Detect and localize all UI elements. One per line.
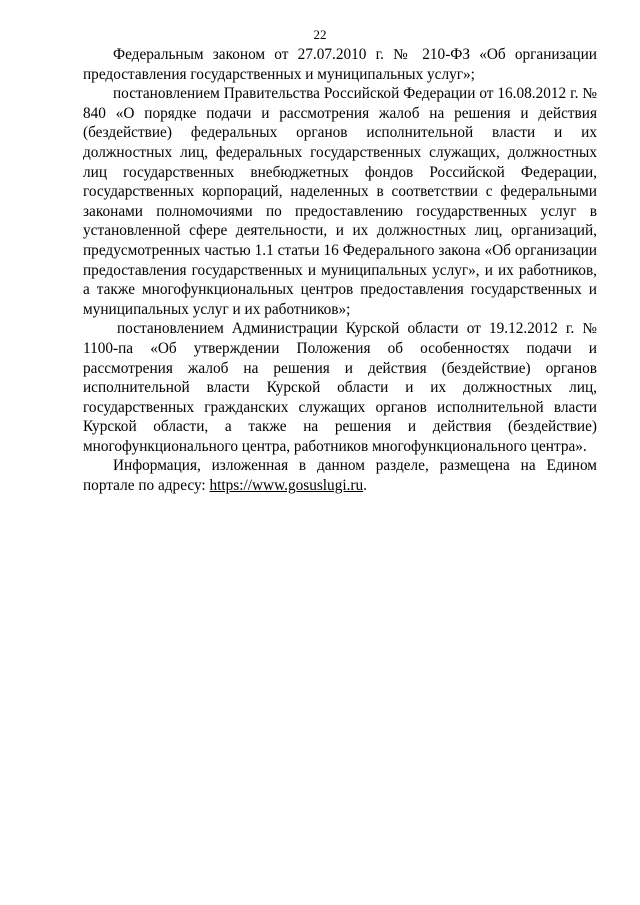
paragraph-government-decree: постановлением Правительства Российской Федерации от 16.08.2012 г. № 840 «О порядке подачи и рассмотрения жалоб на решения и действия (бездействие) федеральных органов исполнительной власти и их должностных лиц, федеральных государственных служащих, должностных лиц государственных внебюджетных фондов Российской Федерации, государственных корпораций, наделенных в соответствии с федеральными законами полномочиями по предоставлению государственных услуг в установленной сфере деятельности, и их должностных лиц, организаций, предусмотренных частью 1.1 статьи 16 Федерального закона «Об организации предоставления государственных и муниципальных услуг», и их работников, а также многофункциональных центров предоставления государственных и муниципальных услуг и их работников»; [83,85,597,318]
portal-info-text: Информация, изложенная в данном разделе, размещена на Едином портале по адресу: [83,457,597,495]
gosuslugi-link[interactable]: https://www.gosuslugi.ru [209,477,364,495]
portal-info-period: . [363,477,367,495]
paragraph-federal-law: Федеральным законом от 27.07.2010 г. № 210-ФЗ «Об организации предоставления государственных и муниципальных услуг»; [83,46,597,83]
page-number: 22 [313,27,327,42]
paragraph-portal-info [83,456,597,495]
document-body [83,45,597,496]
paragraph-kursk-decree: постановлением Администрации Курской области от 19.12.2012 г. № 1100-па «Об утверждении Положения об особенностях подачи и рассмотрения жалоб на решения и действия (бездействие) органов исполнительной власти Курской области и их должностных лиц, государственных гражданских служащих органов исполнительной власти Курской области, а также на решения и действия (бездействие) многофункционального центра, работников многофункционального центра». [83,320,597,455]
